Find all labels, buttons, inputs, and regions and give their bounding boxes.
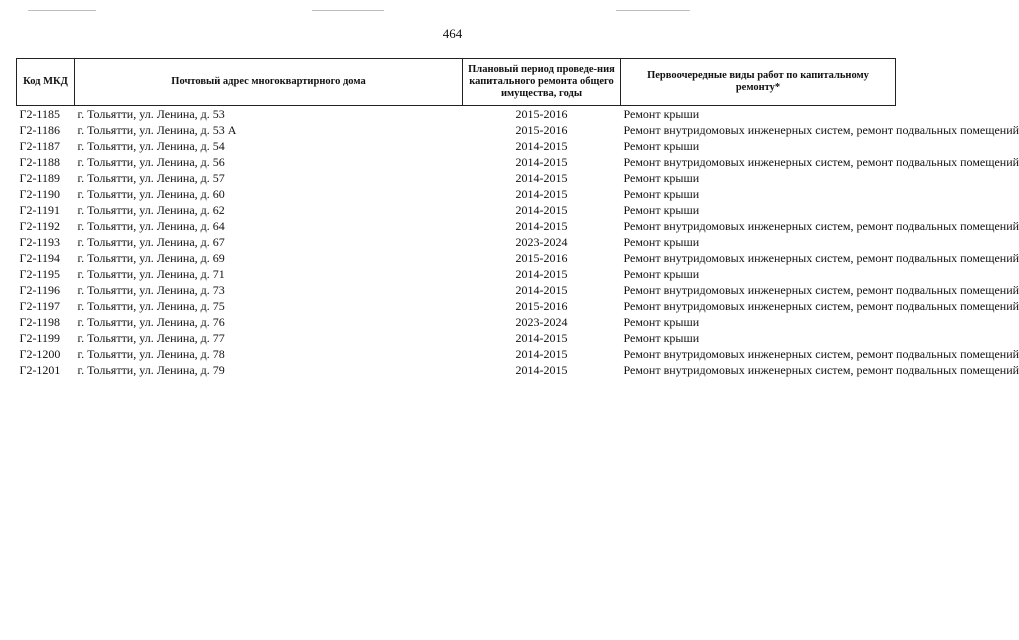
- cell-code: Г2-1188: [19, 155, 60, 169]
- cell-code: Г2-1190: [19, 187, 60, 201]
- cell-period: 2014-2015: [515, 219, 568, 233]
- cell-address: г. Тольятти, ул. Ленина, д. 69: [77, 251, 225, 265]
- page-number: 464: [442, 26, 463, 41]
- cell-works: Ремонт крыши: [623, 139, 700, 153]
- table-row: [17, 362, 896, 378]
- cell-period: 2014-2015: [515, 139, 568, 153]
- cell-code: Г2-1199: [19, 331, 60, 345]
- capital-repair-table: [16, 58, 1019, 378]
- table-row: [17, 314, 896, 330]
- cell-address: г. Тольятти, ул. Ленина, д. 75: [77, 299, 225, 313]
- cell-works: Ремонт внутридомовых инженерных систем, ремонт подвальных помещений: [623, 155, 1019, 169]
- header-period: Плановый период проведе-ния капитального ремонта общего имущества, годы: [463, 59, 621, 106]
- cell-code: Г2-1195: [19, 267, 60, 281]
- cell-period: 2014-2015: [515, 203, 568, 217]
- cell-period: 2014-2015: [515, 171, 568, 185]
- cell-address: г. Тольятти, ул. Ленина, д. 53: [77, 107, 225, 121]
- cell-code: Г2-1185: [19, 107, 60, 121]
- cell-period: 2023-2024: [515, 235, 568, 249]
- cell-address: г. Тольятти, ул. Ленина, д. 64: [77, 219, 225, 233]
- cell-period: 2014-2015: [515, 267, 568, 281]
- cell-code: Г2-1200: [19, 347, 61, 361]
- cell-period: 2015-2016: [515, 107, 568, 121]
- table-row: [17, 202, 896, 218]
- cell-works: Ремонт крыши: [623, 331, 700, 345]
- cell-period: 2014-2015: [515, 331, 568, 345]
- table-row: [17, 234, 896, 250]
- cell-code: Г2-1186: [19, 123, 60, 137]
- cell-code: Г2-1201: [19, 363, 61, 377]
- table-row: [17, 138, 896, 154]
- cell-period: 2015-2016: [515, 251, 568, 265]
- cell-period: 2014-2015: [515, 187, 568, 201]
- table-header-row: [17, 59, 896, 106]
- cell-works: Ремонт крыши: [623, 171, 700, 185]
- table-row: [17, 106, 896, 123]
- cell-works: Ремонт крыши: [623, 203, 700, 217]
- table-row: [17, 218, 896, 234]
- cell-works: Ремонт внутридомовых инженерных систем, ремонт подвальных помещений: [623, 283, 1019, 297]
- table-row: [17, 154, 896, 170]
- table-row: [17, 346, 896, 362]
- cell-code: Г2-1191: [19, 203, 60, 217]
- cell-code: Г2-1198: [19, 315, 60, 329]
- cell-address: г. Тольятти, ул. Ленина, д. 62: [77, 203, 225, 217]
- cell-address: г. Тольятти, ул. Ленина, д. 56: [77, 155, 225, 169]
- cell-works: Ремонт внутридомовых инженерных систем, ремонт подвальных помещений: [623, 299, 1019, 313]
- cell-period: 2014-2015: [515, 363, 568, 377]
- cell-code: Г2-1192: [19, 219, 60, 233]
- scan-artifact: [28, 10, 96, 11]
- table-row: [17, 186, 896, 202]
- cell-period: 2014-2015: [515, 155, 568, 169]
- header-works: Первоочередные виды работ по капитальному ремонту*: [621, 59, 896, 106]
- cell-works: Ремонт внутридомовых инженерных систем, ремонт подвальных помещений: [623, 347, 1019, 361]
- cell-code: Г2-1197: [19, 299, 60, 313]
- cell-address: г. Тольятти, ул. Ленина, д. 67: [77, 235, 225, 249]
- cell-address: г. Тольятти, ул. Ленина, д. 77: [77, 331, 225, 345]
- cell-address: г. Тольятти, ул. Ленина, д. 73: [77, 283, 225, 297]
- header-address: Почтовый адрес многоквартирного дома: [75, 59, 463, 106]
- cell-address: г. Тольятти, ул. Ленина, д. 79: [77, 363, 225, 377]
- cell-code: Г2-1196: [19, 283, 60, 297]
- cell-code: Г2-1194: [19, 251, 60, 265]
- cell-address: г. Тольятти, ул. Ленина, д. 76: [77, 315, 225, 329]
- cell-code: Г2-1187: [19, 139, 60, 153]
- cell-address: г. Тольятти, ул. Ленина, д. 57: [77, 171, 225, 185]
- cell-works: Ремонт крыши: [623, 235, 700, 249]
- cell-period: 2014-2015: [515, 347, 568, 361]
- cell-address: г. Тольятти, ул. Ленина, д. 60: [77, 187, 225, 201]
- table-row: [17, 298, 896, 314]
- cell-period: 2015-2016: [515, 299, 568, 313]
- cell-works: Ремонт крыши: [623, 107, 700, 121]
- cell-address: г. Тольятти, ул. Ленина, д. 78: [77, 347, 225, 361]
- scan-artifact: [616, 10, 690, 11]
- cell-works: Ремонт крыши: [623, 267, 700, 281]
- table-row: [17, 330, 896, 346]
- table-row: [17, 250, 896, 266]
- cell-works: Ремонт внутридомовых инженерных систем, ремонт подвальных помещений: [623, 363, 1019, 377]
- table-body: [17, 106, 1019, 379]
- cell-period: 2023-2024: [515, 315, 568, 329]
- table-row: [17, 266, 896, 282]
- cell-works: Ремонт внутридомовых инженерных систем, ремонт подвальных помещений: [623, 251, 1019, 265]
- cell-address: г. Тольятти, ул. Ленина, д. 71: [77, 267, 225, 281]
- cell-code: Г2-1189: [19, 171, 60, 185]
- cell-period: 2015-2016: [515, 123, 568, 137]
- cell-period: 2014-2015: [515, 283, 568, 297]
- cell-address: г. Тольятти, ул. Ленина, д. 53 А: [77, 123, 237, 137]
- cell-works: Ремонт крыши: [623, 315, 700, 329]
- table-row: [17, 170, 896, 186]
- cell-works: Ремонт внутридомовых инженерных систем, ремонт подвальных помещений: [623, 219, 1019, 233]
- scan-artifact: [312, 10, 384, 11]
- table-row: [17, 122, 896, 138]
- cell-code: Г2-1193: [19, 235, 60, 249]
- table-row: [17, 282, 896, 298]
- cell-works: Ремонт внутридомовых инженерных систем, ремонт подвальных помещений: [623, 123, 1019, 137]
- cell-address: г. Тольятти, ул. Ленина, д. 54: [77, 139, 225, 153]
- cell-works: Ремонт крыши: [623, 187, 700, 201]
- header-code: Код МКД: [17, 59, 75, 106]
